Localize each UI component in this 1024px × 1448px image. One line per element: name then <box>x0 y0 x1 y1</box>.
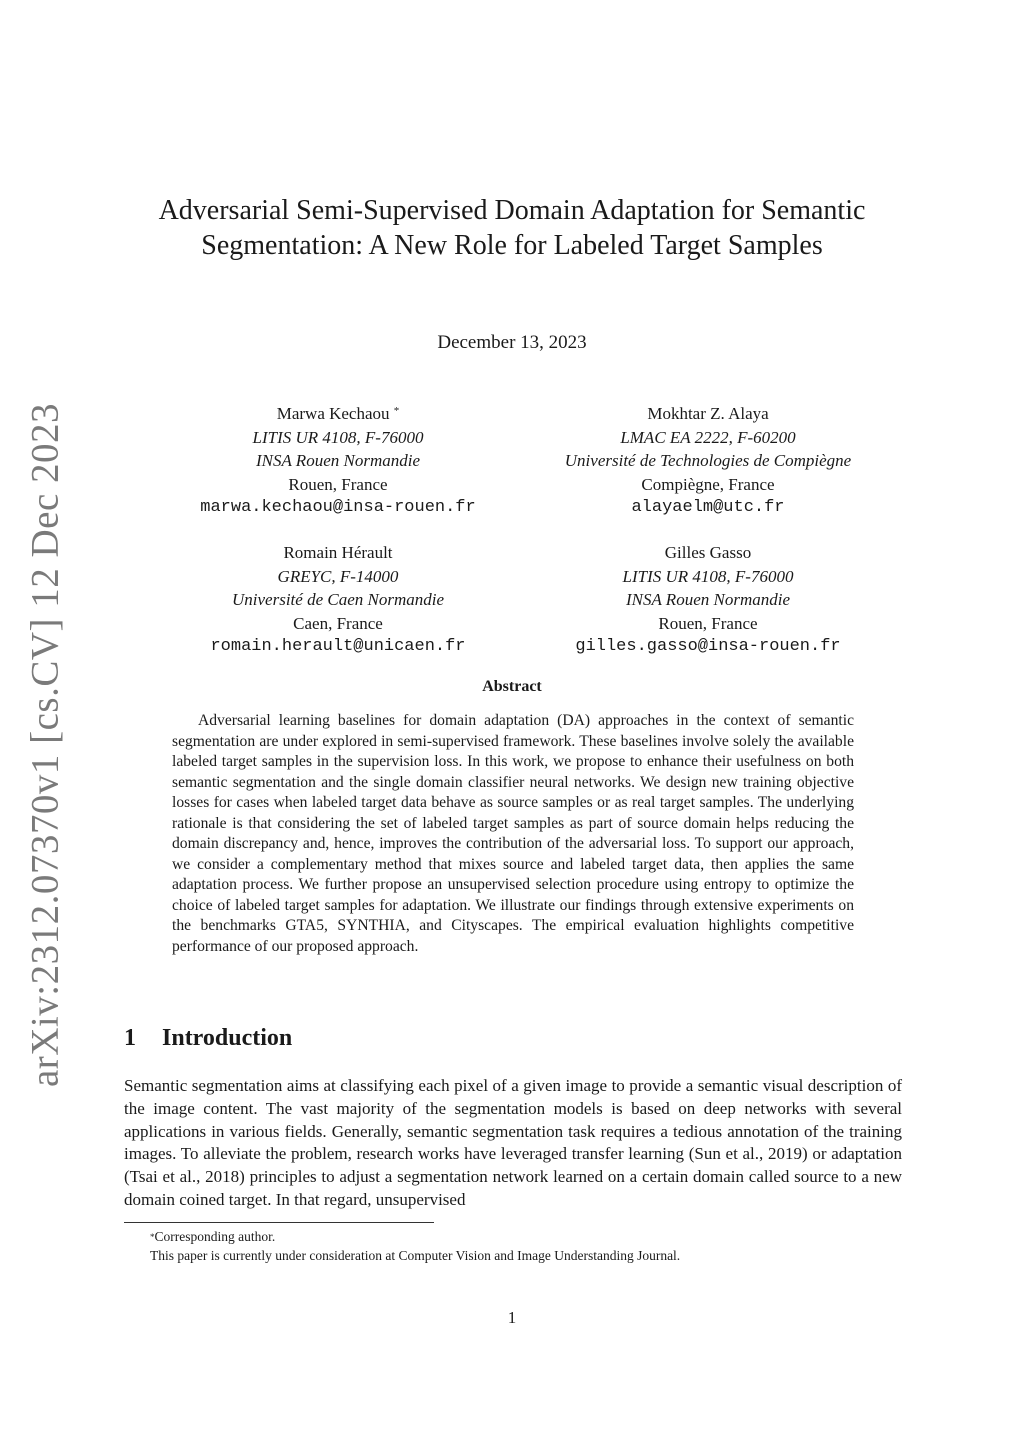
author-email[interactable]: alayaelm@utc.fr <box>631 498 785 518</box>
author-location: Caen, France <box>293 613 383 633</box>
title-line-1: Adversarial Semi-Supervised Domain Adaptation for Semantic <box>158 195 866 226</box>
author-affiliation-institution: INSA Rouen Normandie <box>255 451 420 471</box>
abstract-heading: Abstract <box>482 678 542 695</box>
footnote-corresponding: *Corresponding author. <box>150 1229 276 1244</box>
footnote-divider <box>124 1222 434 1223</box>
author-name: Romain Hérault <box>283 543 393 562</box>
author-block <box>498 402 918 520</box>
footnote-consideration: This paper is currently under consideration at Computer Vision and Image Understanding Journal. <box>150 1248 681 1263</box>
author-block <box>498 541 918 659</box>
author-affiliation-lab: LITIS UR 4108, F-76000 <box>252 427 424 447</box>
author-name: Mokhtar Z. Alaya <box>647 404 769 423</box>
section-title: Introduction <box>162 1025 293 1051</box>
author-footnote-mark: * <box>393 405 400 417</box>
author-affiliation-institution: INSA Rouen Normandie <box>625 590 790 610</box>
footnote-mark: * <box>150 1232 155 1242</box>
author-location: Rouen, France <box>288 474 388 494</box>
paper-date: December 13, 2023 <box>437 332 587 353</box>
author-block <box>128 402 548 520</box>
author-email[interactable]: gilles.gasso@insa-rouen.fr <box>575 637 841 657</box>
author-affiliation-institution: Université de Caen Normandie <box>232 590 444 610</box>
paper-title <box>0 193 1024 263</box>
author-email[interactable]: marwa.kechaou@insa-rouen.fr <box>200 498 476 518</box>
abstract-text: Adversarial learning baselines for domain adaptation (DA) approaches in the context of semantic segmentation are under explored in semi-supervised framework. These baselines involve solely the available labeled target samples in the supervision loss. In this work, we propose to enhance their usefulness on both semantic segmentation and the single domain classifier neural networks. We design new training objective losses for cases when labeled target data behave as source samples or as real target samples. The underlying rationale is that considering the set of labeled target samples as part of source domain helps reducing the domain discrepancy and, hence, improves the contribution of the adversarial loss. To support our approach, we consider a complementary method that mixes source and labeled target data, then applies the same adaptation process. We further propose an unsupervised selection procedure using entropy to optimize the choice of labeled target samples for adaptation. We illustrate our findings through extensive experiments on the benchmarks GTA5, SYNTHIA, and Cityscapes. The empirical evaluation highlights competitive performance of our proposed approach. <box>172 712 854 955</box>
author-email[interactable]: romain.herault@unicaen.fr <box>210 637 466 657</box>
section-number: 1 <box>124 1025 136 1051</box>
author-name: Marwa Kechaou * <box>276 404 400 423</box>
author-block <box>128 541 548 659</box>
introduction-paragraph: Semantic segmentation aims at classifying each pixel of a given image to provide a semantic visual description of the image content. The vast majority of the segmentation models is based on deep networks with several applications in various fields. Generally, semantic segmentation task requires a tedious annotation of the training images. To alleviate the problem, research works have leveraged transfer learning (Sun et al., 2019) or adaptation (Tsai et al., 2018) principles to adjust a segmentation network learned on a certain domain called source to a new domain coined target. In that regard, unsupervised <box>124 1076 902 1209</box>
author-affiliation-institution: Université de Technologies de Compiègne <box>564 451 852 471</box>
author-name: Gilles Gasso <box>664 543 752 562</box>
author-affiliation-lab: LMAC EA 2222, F-60200 <box>620 427 796 447</box>
author-location: Compiègne, France <box>641 474 775 494</box>
section-heading <box>124 1025 292 1052</box>
author-affiliation-lab: GREYC, F-14000 <box>277 566 399 586</box>
author-location: Rouen, France <box>658 613 758 633</box>
arxiv-stamp: arXiv:2312.07370v1 [cs.CV] 12 Dec 2023 <box>23 402 67 1088</box>
author-affiliation-lab: LITIS UR 4108, F-76000 <box>622 566 794 586</box>
title-line-2: Segmentation: A New Role for Labeled Target Samples <box>201 230 823 261</box>
page-number: 1 <box>507 1308 517 1327</box>
